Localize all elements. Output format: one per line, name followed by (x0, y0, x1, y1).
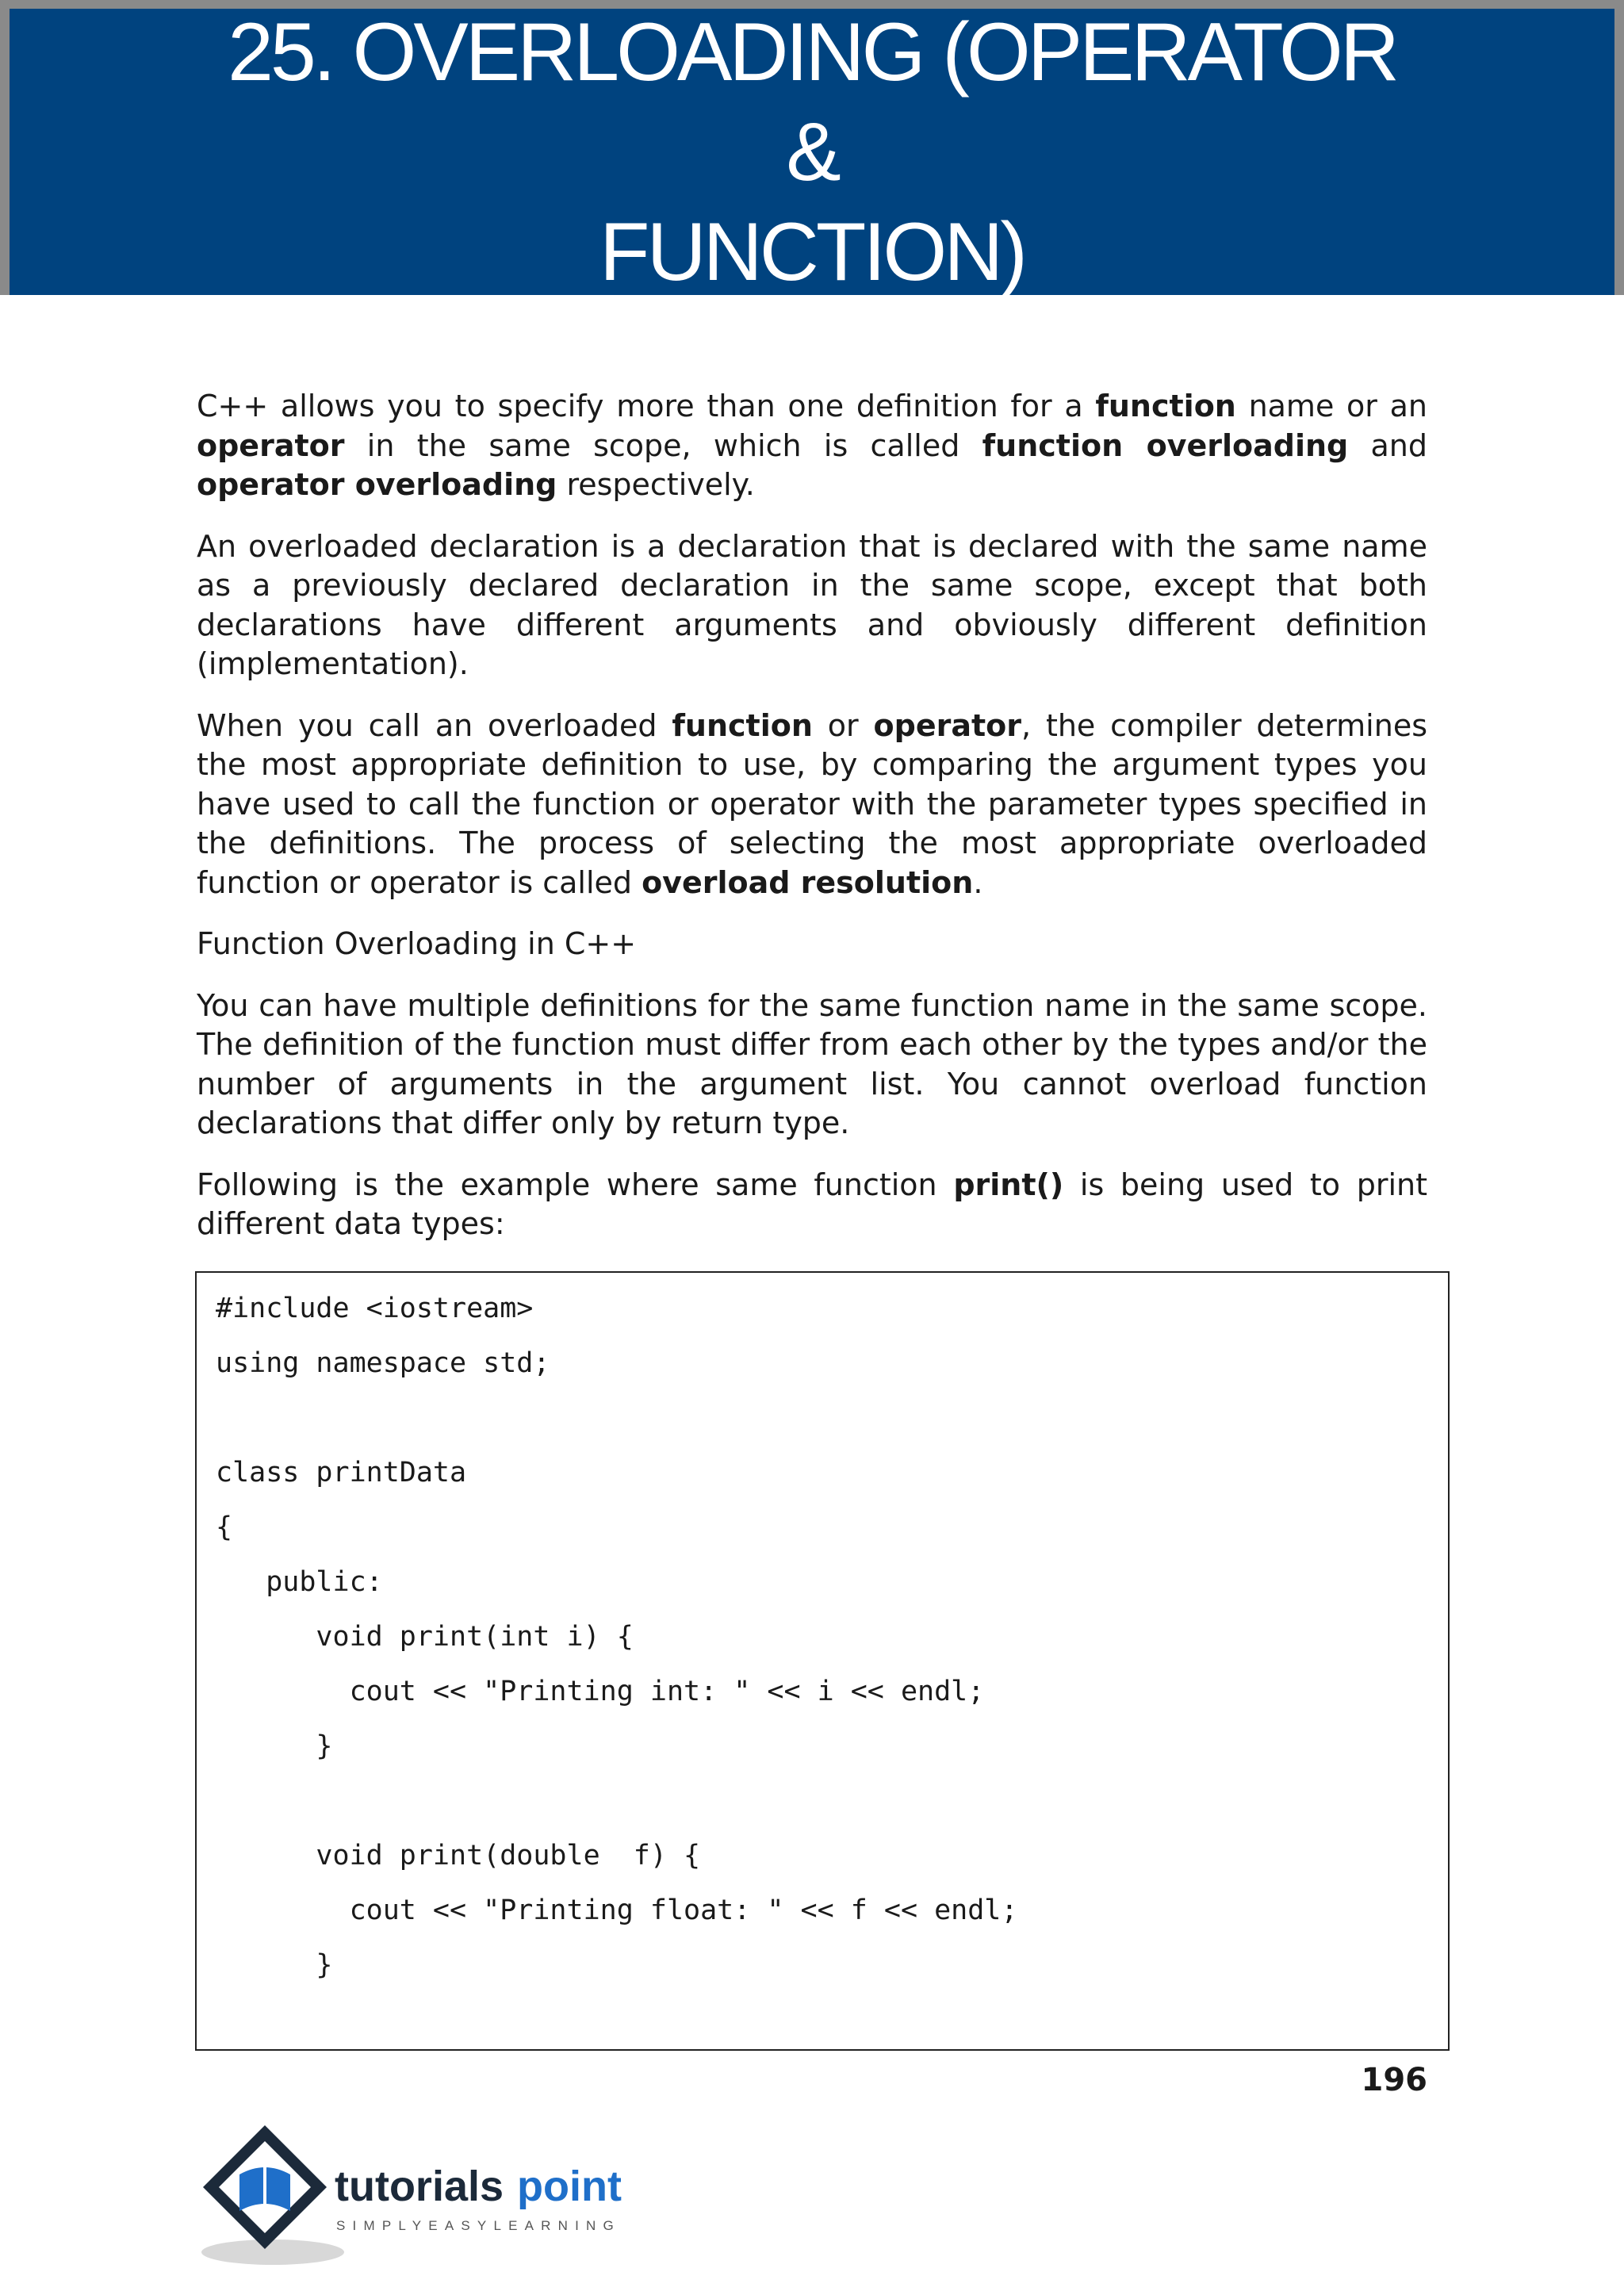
text-run: in the same scope, which is called (344, 427, 982, 463)
code-line: cout << "Printing int: " << i << endl; (216, 1676, 985, 1707)
bold-term: print() (953, 1167, 1064, 1202)
text-run: When you call an overloaded (197, 707, 672, 743)
code-block (195, 1271, 1450, 2051)
code-line: using namespace std; (216, 1347, 550, 1379)
text-run: , the compiler determines the most appropriate definition to use, by comparing the argument types you have used to call the function or operator with the parameter types specified in the definitions. The process of selecting the most appropriate overloaded function or operator is called (197, 707, 1427, 900)
bold-term: function (672, 707, 813, 743)
bold-term: function overloading (982, 427, 1349, 463)
text-run: and (1348, 427, 1427, 463)
text-run: . (973, 864, 983, 900)
bold-term: operator (197, 427, 345, 463)
text-run: Following is the example where same function (197, 1167, 954, 1202)
paragraph-example-intro (197, 1166, 1427, 1244)
chapter-header (0, 6, 1624, 298)
logo-wordmark-tutorials: tutorials (335, 2163, 504, 2210)
bold-term: operator overloading (197, 467, 557, 502)
code-line: public: (216, 1566, 383, 1598)
code-line: class printData (216, 1457, 467, 1488)
chapter-title-line2: FUNCTION) (599, 205, 1025, 298)
bold-term: overload resolution (642, 864, 974, 900)
body-text (197, 387, 1427, 1266)
paragraph-overloaded-declaration: An overloaded declaration is a declaration that is declared with the same name as a previously declared declaration in the same scope, except that both declarations have different arguments and obviously different definition (implementation). (197, 528, 1427, 681)
chapter-title (193, 2, 1431, 302)
code-line (216, 1781, 1448, 1836)
code-line: } (216, 1730, 333, 1762)
text-run: or (812, 707, 874, 743)
paragraph-function-overloading: You can have multiple definitions for the same function name in the same scope. The definition of the function must differ from each other by the types and/or the number of arguments in the argument list. You cannot overload function declarations that differ only by return type. (197, 987, 1427, 1140)
code-line: cout << "Printing float: " << f << endl; (216, 1895, 1018, 1926)
page-number: 196 (1361, 2062, 1427, 2098)
bold-term: function (1095, 389, 1236, 423)
bold-term: operator (873, 707, 1021, 743)
logo-shadow (201, 2239, 344, 2265)
tutorialspoint-logo (193, 2119, 685, 2278)
logo-tagline: SIMPLYEASYLEARNING (336, 2218, 621, 2233)
code-line: } (216, 1949, 333, 1981)
section-heading-function-overloading: Function Overloading in C++ (197, 926, 637, 961)
code-line (216, 1398, 1448, 1453)
text-run: C++ allows you to specify more than one definition for a (197, 389, 1096, 423)
paragraph-overload-resolution (197, 707, 1427, 903)
code-line: void print(double f) { (216, 1840, 701, 1872)
chapter-title-line1: 25. OVERLOADING (OPERATOR & (228, 6, 1396, 198)
logo-wordmark-point: point (517, 2163, 622, 2210)
text-run: respectively. (557, 467, 755, 502)
code-line: { (216, 1511, 233, 1543)
code-line: void print(int i) { (216, 1621, 634, 1653)
text-run: name or an (1235, 389, 1427, 423)
text-run: is being used to print different data types: (197, 1167, 1427, 1241)
paragraph-intro (197, 387, 1427, 505)
code-line: #include <iostream> (216, 1293, 534, 1324)
